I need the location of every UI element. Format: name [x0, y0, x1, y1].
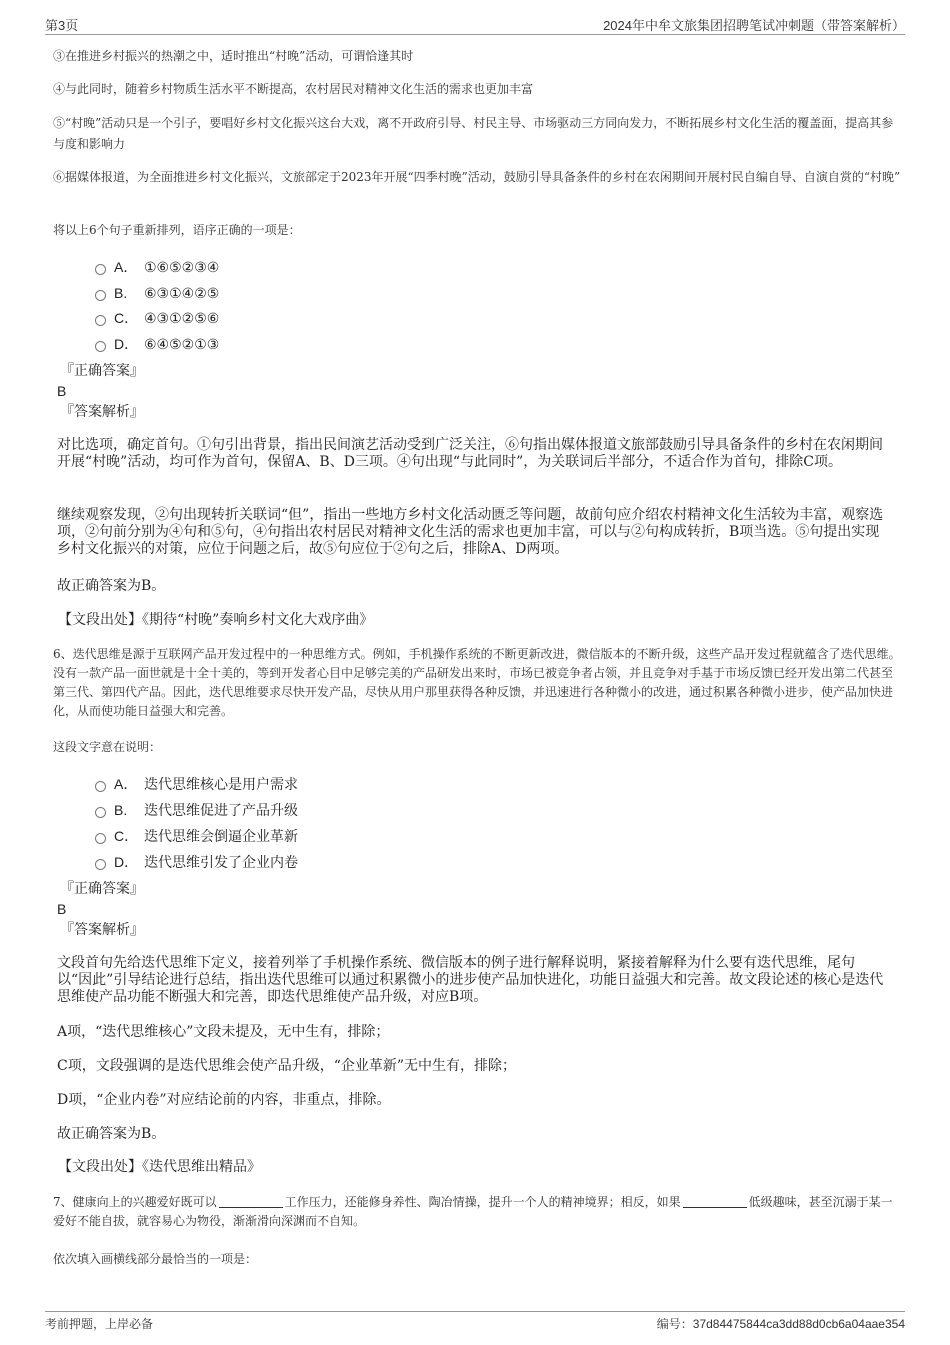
page-header	[45, 14, 905, 35]
q5-analysis-3: 故正确答案为B。	[57, 578, 166, 594]
radio-icon[interactable]	[95, 781, 106, 792]
q6-analysis-5: 故正确答案为B。	[57, 1126, 166, 1142]
radio-icon[interactable]	[95, 341, 106, 352]
q6-analysis-2: A项，“迭代思维核心”文段未提及，无中生有，排除；	[57, 1024, 390, 1040]
q5-sentence-6: ⑥据媒体报道，为全面推进乡村文化振兴，文旅部定于2023年开展“四季村晚”活动，鼓励引导具备条件的乡村在农闲期间开展村民自编自导、自演自赏的“村晚”	[53, 170, 901, 184]
q5-answer-label: 『正确答案』	[60, 363, 144, 379]
document-title: 2024年中牟文旅集团招聘笔试冲刺题（带答案解析）	[603, 18, 905, 33]
q5-analysis-2: 继续观察发现，②句出现转折关联词“但”，指出一些地方乡村文化活动匮乏等问题，故前句应介绍农村精神文化生活较为丰富，观察选项，②句前分别为④句和⑤句，④句指出农村居民对精神文化生活的需求也更加丰富，可以与②句构成转折，B项当选。⑤句提出实现乡村文化振兴的对策，应位于问题之后，故⑤句应位于②句之后，排除A、D两项。	[57, 507, 884, 557]
page-number: 第3页	[45, 18, 79, 33]
q6-source: 【文段出处】《迭代思维出精品》	[58, 1159, 261, 1175]
q6-option-b[interactable]: B. 迭代思维促进了产品升级	[95, 801, 298, 820]
q6-option-d[interactable]: D． 迭代思维引发了企业内卷	[95, 853, 298, 872]
radio-icon[interactable]	[95, 264, 106, 275]
q6-analysis-label: 『答案解析』	[60, 922, 144, 938]
q6-stem: 6、迭代思维是源于互联网产品开发过程中的一种思维方式。例如，手机操作系统的不断更新改进，微信版本的不断升级，这些产品开发过程就蕴含了迭代思维。没有一款产品一面世就是十全十美的，等到开发者心目中足够完美的产品研发出来时，市场已被竞争者占领，并且竞争对手基于市场反馈已经开发出第二代甚至第三代、第四代产品。因此，迭代思维要求尽快开发产品，尽快从用户那里获得各种反馈，并迅速进行各种微小的改进，通过积累各种微小进步，使产品加快进化，从而使功能日益强大和完善。	[53, 647, 901, 718]
radio-icon[interactable]	[95, 807, 106, 818]
q5-sentence-4: ④与此同时，随着乡村物质生活水平不断提高，农村居民对精神文化生活的需求也更加丰富	[53, 82, 534, 96]
q6-option-a[interactable]: A． 迭代思维核心是用户需求	[95, 775, 298, 794]
q7-prompt: 依次填入画横线部分最恰当的一项是：	[53, 1252, 258, 1266]
q6-answer: B	[57, 901, 67, 917]
q5-analysis-1: 对比选项，确定首句。①句引出背景，指出民间演艺活动受到广泛关注，⑥句指出媒体报道文旅部鼓励引导具备条件的乡村在农闲期间开展“村晚”活动，均可作为首句，保留A、B、D三项。④句出现“与此同时”，为关联词后半部分，不适合作为首句，排除C项。	[57, 437, 883, 470]
radio-icon[interactable]	[95, 833, 106, 844]
radio-icon[interactable]	[95, 859, 106, 870]
q5-option-b[interactable]: B. ⑥③①④②⑤	[95, 284, 219, 303]
page-footer	[45, 1311, 905, 1336]
q6-prompt: 这段文字意在说明：	[53, 740, 162, 754]
q6-analysis-1: 文段首句先给迭代思维下定义，接着列举了手机操作系统、微信版本的例子进行解释说明，紧接着解释为什么要有迭代思维，尾句以“因此”引导结论进行总结，指出迭代思维可以通过积累微小的进步使产品加快进化，功能日益强大和完善。故文段论述的核心是迭代思维使产品功能不断强大和完善，即迭代思维使产品升级，对应B项。	[57, 955, 884, 1005]
q6-option-c[interactable]: C． 迭代思维会倒逼企业革新	[95, 827, 298, 846]
q5-option-c[interactable]: C． ④③①②⑤⑥	[95, 309, 219, 328]
q5-option-a[interactable]: A． ①⑥⑤②③④	[95, 258, 219, 277]
q6-analysis-3: C项，文段强调的是迭代思维会使产品升级，“企业革新”无中生有，排除；	[57, 1058, 517, 1074]
q5-analysis-label: 『答案解析』	[60, 404, 144, 420]
q6-answer-label: 『正确答案』	[60, 881, 144, 897]
q5-source: 【文段出处】《期待“村晚”奏响乡村文化大戏序曲》	[58, 612, 374, 628]
q5-sentence-3: ③在推进乡村振兴的热潮之中，适时推出“村晚”活动，可谓恰逢其时	[53, 49, 414, 63]
blank-1	[219, 1195, 283, 1208]
footer-slogan: 考前押题，上岸必备	[45, 1317, 154, 1331]
q5-sentence-5: ⑤“村晚”活动只是一个引子，要唱好乡村文化振兴这台大戏，离不开政府引导、村民主导、市场驱动三方同向发力，不断拓展乡村文化生活的覆盖面，提高其参与度和影响力	[53, 116, 894, 151]
radio-icon[interactable]	[95, 315, 106, 326]
document-code: 编号：37d84475844ca3dd88d0cb6a04aae354	[656, 1317, 905, 1331]
q5-option-d[interactable]: D． ⑥④⑤②①③	[95, 335, 219, 354]
q5-answer: B	[57, 383, 67, 399]
blank-2	[683, 1195, 747, 1208]
q7-stem: 7、健康向上的兴趣爱好既可以 工作压力，还能修身养性、陶冶情操，提升一个人的精神境界；相反，如果 低级趣味，甚至沉溺于某一爱好不能自拔，就容易心为物役，渐渐滑向深渊而不自知。	[53, 1195, 893, 1228]
radio-icon[interactable]	[95, 290, 106, 301]
q6-analysis-4: D项，“企业内卷”对应结论前的内容，非重点，排除。	[57, 1092, 391, 1108]
q5-prompt: 将以上6个句子重新排列，语序正确的一项是：	[53, 223, 301, 237]
